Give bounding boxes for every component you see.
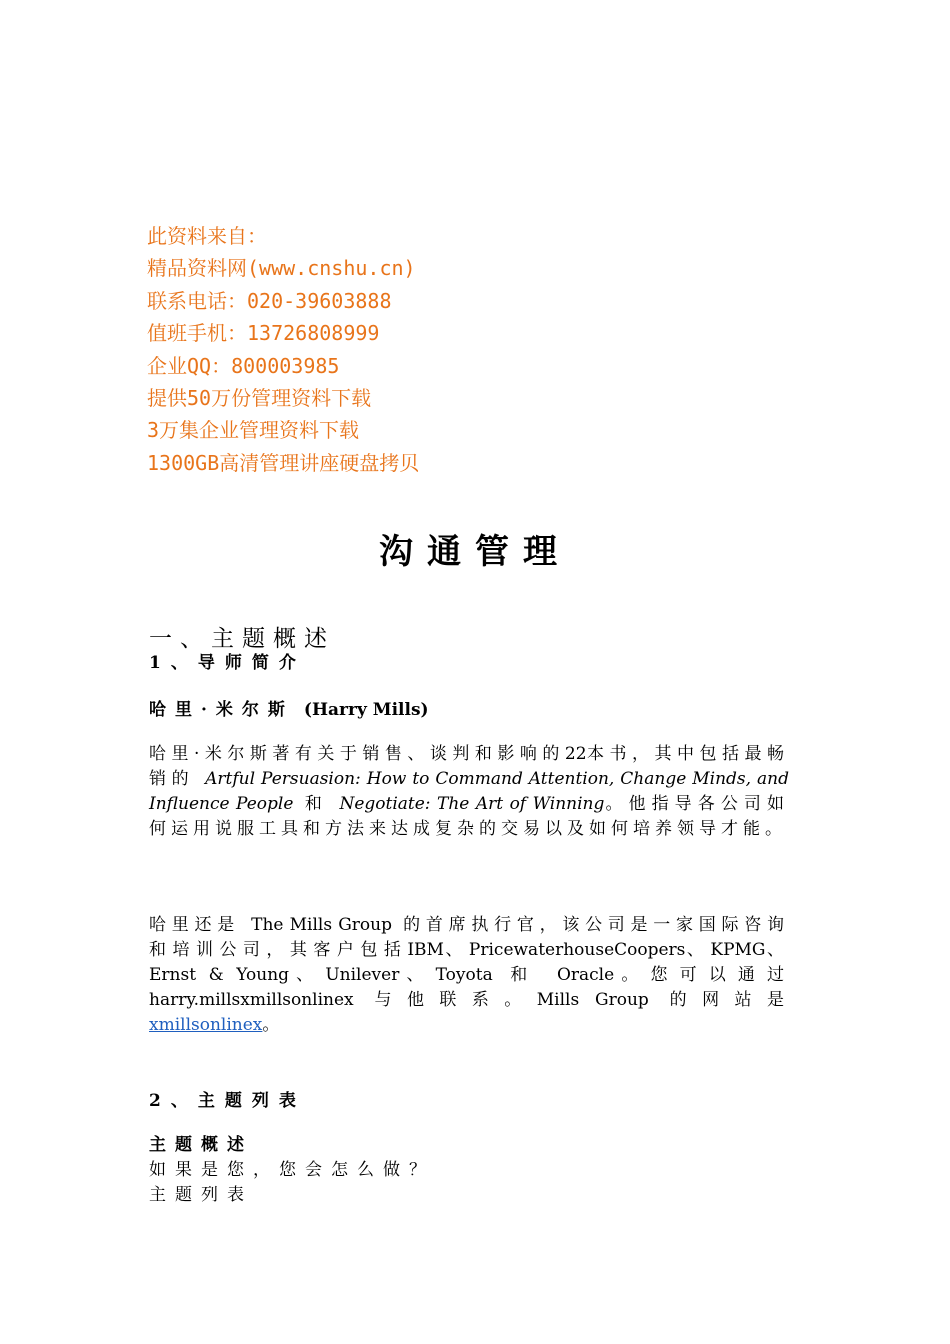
source-line: 1300GB高清管理讲座硬盘拷贝 <box>147 450 420 475</box>
mentor-name-en: (Harry Mills) <box>303 700 429 720</box>
text-run: 的首席执行官，该公司是一家国际咨询和培训公司，其客户包括 <box>149 915 790 960</box>
text-run: 哈里还是 <box>149 915 252 935</box>
text-run: 和 <box>293 794 340 814</box>
subsection-heading: 2、主题列表 <box>149 1091 306 1111</box>
text-run: 、 <box>289 965 326 985</box>
text-run: 。您可以通过 <box>614 965 790 985</box>
text-run: 22 <box>564 744 587 764</box>
text-run: 、 <box>399 965 436 985</box>
text-run: 。他指导各公司如何运用说服工具和方法来达成复杂的交易以及如何培养领导才能。 <box>149 794 790 839</box>
book-title: Artful Persuasion: How to Command Attention, Change Minds, and Influence People <box>149 769 790 814</box>
client-name: Unilever <box>325 965 400 985</box>
section-heading: 一、主题概述 <box>149 626 335 652</box>
client-name: IBM <box>407 940 444 960</box>
text-run: 哈里·米尔斯著有关于销售、谈判和影响的 <box>149 744 565 764</box>
client-name: KPMG <box>710 940 766 960</box>
source-info-block <box>147 220 419 479</box>
website-link[interactable]: xmillsonlinex <box>149 1015 263 1035</box>
client-name: PricewaterhouseCoopers <box>468 940 686 960</box>
topic-question: 如果是您，您会怎么做？ <box>149 1160 435 1180</box>
mentor-name <box>149 695 789 720</box>
company-paragraph <box>149 913 789 1038</box>
company-name: Mills Group <box>536 990 649 1010</box>
mentor-name-cn: 哈里·米尔斯 <box>149 700 294 720</box>
client-name: Toyota <box>435 965 493 985</box>
client-name: Oracle <box>556 965 615 985</box>
source-line-qq: 企业QQ：800003985 <box>147 353 340 378</box>
text-run: 本书，其中包括最畅销的 <box>149 744 790 789</box>
mentor-bio-paragraph <box>149 742 789 842</box>
text-run: 与他联系。 <box>353 990 537 1010</box>
source-line: 提供50万份管理资料下载 <box>147 386 372 411</box>
source-line-mobile: 值班手机：13726808999 <box>147 321 380 346</box>
source-line: 3万集企业管理资料下载 <box>147 418 360 443</box>
source-line-website: 精品资料网(www.cnshu.cn) <box>147 256 416 281</box>
document-title: 沟通管理 <box>379 532 571 572</box>
source-line-phone: 联系电话：020-39603888 <box>147 288 392 313</box>
topic-list <box>149 1133 789 1208</box>
contact-email: harry.millsxmillsonlinex <box>149 990 354 1010</box>
client-name: Ernst & Young <box>149 965 290 985</box>
text-run: 、 <box>685 940 711 960</box>
text-run: 。 <box>262 1015 285 1035</box>
topic-list-item: 主题列表 <box>149 1185 253 1205</box>
text-run: 的网站是 <box>648 990 790 1010</box>
company-name: The Mills Group <box>251 915 392 935</box>
book-title: Negotiate: The Art of Winning <box>339 794 605 814</box>
source-line: 此资料来自： <box>147 224 267 248</box>
text-run: 、 <box>443 940 469 960</box>
text-run: 和 <box>492 965 557 985</box>
text-run: 、 <box>765 940 789 960</box>
subsection-heading: 1、导师简介 <box>149 653 306 673</box>
topic-list-heading: 主题概述 <box>149 1135 253 1155</box>
